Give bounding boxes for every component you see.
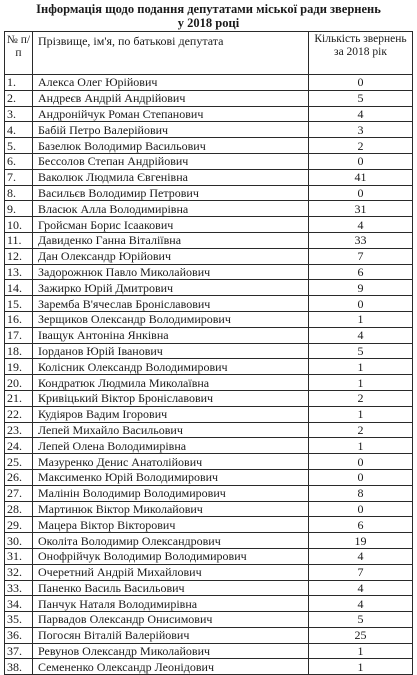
row-number: 26. [5, 469, 33, 485]
row-number: 36. [5, 627, 33, 643]
deputy-name: Васильєв Володимир Петрович [33, 185, 309, 201]
deputy-name: Кривіцький Віктор Броніславович [33, 390, 309, 406]
table-row [5, 296, 413, 312]
row-number: 3. [5, 106, 33, 122]
table-row [5, 580, 413, 596]
column-header-count: Кількість звернень за 2018 рік [309, 32, 413, 75]
row-number: 11. [5, 232, 33, 248]
deputy-name: Базелюк Володимир Васильович [33, 138, 309, 154]
row-number: 17. [5, 327, 33, 343]
row-number: 16. [5, 311, 33, 327]
deputy-name: Задорожнюк Павло Миколайович [33, 264, 309, 280]
row-number: 5. [5, 138, 33, 154]
row-number: 18. [5, 343, 33, 359]
table-row [5, 454, 413, 470]
appeals-count: 8 [309, 485, 413, 501]
table-row [5, 343, 413, 359]
appeals-count: 0 [309, 153, 413, 169]
table-row [5, 375, 413, 391]
appeals-count: 41 [309, 169, 413, 185]
table-row [5, 517, 413, 533]
table-row [5, 643, 413, 659]
deputy-name: Зерщиков Олександр Володимирович [33, 311, 309, 327]
row-number: 32. [5, 564, 33, 580]
appeals-count: 3 [309, 122, 413, 138]
appeals-count: 7 [309, 564, 413, 580]
row-number: 30. [5, 533, 33, 549]
table-row [5, 169, 413, 185]
row-number: 33. [5, 580, 33, 596]
table-row [5, 627, 413, 643]
row-number: 31. [5, 548, 33, 564]
deputy-name: Дан Олександр Юрійович [33, 248, 309, 264]
table-row [5, 75, 413, 91]
appeals-count: 0 [309, 501, 413, 517]
row-number: 35. [5, 612, 33, 628]
row-number: 29. [5, 517, 33, 533]
appeals-count: 7 [309, 248, 413, 264]
appeals-count: 0 [309, 185, 413, 201]
table-row [5, 438, 413, 454]
row-number: 27. [5, 485, 33, 501]
row-number: 9. [5, 201, 33, 217]
column-header-number: № п/п [5, 32, 33, 75]
deputy-name: Іорданов Юрій Іванович [33, 343, 309, 359]
appeals-count: 5 [309, 612, 413, 628]
appeals-count: 4 [309, 548, 413, 564]
deputy-name: Лепей Михайло Васильович [33, 422, 309, 438]
appeals-count: 5 [309, 343, 413, 359]
appeals-count: 1 [309, 375, 413, 391]
row-number: 20. [5, 375, 33, 391]
deputy-name: Андронійчук Роман Степанович [33, 106, 309, 122]
appeals-count: 1 [309, 359, 413, 375]
appeals-count: 9 [309, 280, 413, 296]
row-number: 1. [5, 75, 33, 91]
appeals-count: 0 [309, 75, 413, 91]
table-row [5, 153, 413, 169]
deputy-name: Максименко Юрій Володимирович [33, 469, 309, 485]
appeals-count: 2 [309, 422, 413, 438]
table-row [5, 90, 413, 106]
deputy-name: Паненко Василь Васильович [33, 580, 309, 596]
appeals-count: 2 [309, 390, 413, 406]
table-row [5, 596, 413, 612]
appeals-count: 1 [309, 311, 413, 327]
appeals-count: 0 [309, 296, 413, 312]
deputy-name: Парвадов Олександр Онисимович [33, 612, 309, 628]
deputy-name: Мазуренко Денис Анатолійович [33, 454, 309, 470]
appeals-count: 25 [309, 627, 413, 643]
row-number: 21. [5, 390, 33, 406]
document-subtitle: у 2018 році [177, 16, 240, 30]
deputy-name: Ревунов Олександр Миколайович [33, 643, 309, 659]
deputy-name: Андреєв Андрій Андрійович [33, 90, 309, 106]
table-row [5, 185, 413, 201]
row-number: 28. [5, 501, 33, 517]
deputy-name: Околіта Володимир Олександрович [33, 533, 309, 549]
row-number: 7. [5, 169, 33, 185]
table-row [5, 232, 413, 248]
table-row [5, 122, 413, 138]
table-row [5, 485, 413, 501]
deputy-name: Мацера Віктор Вікторович [33, 517, 309, 533]
table-row [5, 469, 413, 485]
table-row [5, 217, 413, 233]
row-number: 23. [5, 422, 33, 438]
table-row [5, 406, 413, 422]
appeals-count: 6 [309, 517, 413, 533]
table-row [5, 138, 413, 154]
appeals-count: 4 [309, 217, 413, 233]
appeals-count: 5 [309, 90, 413, 106]
table-body [5, 75, 413, 675]
document-title: Інформація щодо подання депутатами міської ради звернень [36, 2, 381, 16]
table-row [5, 248, 413, 264]
row-number: 8. [5, 185, 33, 201]
row-number: 6. [5, 153, 33, 169]
deputy-name: Давиденко Ганна Віталіївна [33, 232, 309, 248]
appeals-count: 1 [309, 643, 413, 659]
deputy-name: Семененко Олександр Леонідович [33, 659, 309, 675]
appeals-count: 0 [309, 469, 413, 485]
table-row [5, 548, 413, 564]
deputy-name: Заремба В'ячеслав Броніславович [33, 296, 309, 312]
row-number: 4. [5, 122, 33, 138]
appeals-count: 33 [309, 232, 413, 248]
deputy-name: Кудіяров Вадим Ігорович [33, 406, 309, 422]
deputies-appeals-table [4, 31, 413, 675]
row-number: 2. [5, 90, 33, 106]
deputy-name: Бабій Петро Валерійович [33, 122, 309, 138]
appeals-count: 1 [309, 406, 413, 422]
appeals-count: 4 [309, 106, 413, 122]
appeals-count: 1 [309, 659, 413, 675]
table-row [5, 533, 413, 549]
table-header-row [5, 32, 413, 75]
table-row [5, 564, 413, 580]
table-row [5, 106, 413, 122]
appeals-count: 4 [309, 580, 413, 596]
row-number: 13. [5, 264, 33, 280]
table-row [5, 201, 413, 217]
row-number: 19. [5, 359, 33, 375]
table-row [5, 422, 413, 438]
row-number: 14. [5, 280, 33, 296]
deputy-name: Малінін Володимир Володимирович [33, 485, 309, 501]
deputy-name: Погосян Віталій Валерійович [33, 627, 309, 643]
appeals-count: 4 [309, 327, 413, 343]
deputy-name: Кондратюк Людмила Миколаївна [33, 375, 309, 391]
appeals-count: 19 [309, 533, 413, 549]
appeals-count: 0 [309, 454, 413, 470]
table-row [5, 264, 413, 280]
deputy-name: Бессолов Степан Андрійович [33, 153, 309, 169]
deputy-name: Колісник Олександр Володимирович [33, 359, 309, 375]
column-header-name: Прізвище, ім'я, по батькові депутата [33, 32, 309, 75]
row-number: 22. [5, 406, 33, 422]
row-number: 10. [5, 217, 33, 233]
deputy-name: Очеретний Андрій Михайлович [33, 564, 309, 580]
appeals-count: 31 [309, 201, 413, 217]
row-number: 12. [5, 248, 33, 264]
deputy-name: Гройсман Борис Ісаакович [33, 217, 309, 233]
deputy-name: Зажирко Юрій Дмитрович [33, 280, 309, 296]
appeals-count: 4 [309, 596, 413, 612]
table-row [5, 659, 413, 675]
table-row [5, 612, 413, 628]
appeals-count: 6 [309, 264, 413, 280]
table-row [5, 311, 413, 327]
table-row [5, 390, 413, 406]
table-row [5, 501, 413, 517]
deputy-name: Онофрійчук Володимир Володимирович [33, 548, 309, 564]
table-row [5, 280, 413, 296]
deputy-name: Мартинюк Віктор Миколайович [33, 501, 309, 517]
row-number: 38. [5, 659, 33, 675]
deputy-name: Власюк Алла Володимирівна [33, 201, 309, 217]
row-number: 15. [5, 296, 33, 312]
table-row [5, 359, 413, 375]
row-number: 37. [5, 643, 33, 659]
appeals-count: 1 [309, 438, 413, 454]
table-row [5, 327, 413, 343]
row-number: 24. [5, 438, 33, 454]
deputy-name: Алекса Олег Юрійович [33, 75, 309, 91]
deputy-name: Лепей Олена Володимирівна [33, 438, 309, 454]
row-number: 34. [5, 596, 33, 612]
deputy-name: Панчук Наталя Володимирівна [33, 596, 309, 612]
appeals-count: 2 [309, 138, 413, 154]
row-number: 25. [5, 454, 33, 470]
deputy-name: Ваколюк Людмила Євгенівна [33, 169, 309, 185]
deputy-name: Іващук Антоніна Янківна [33, 327, 309, 343]
